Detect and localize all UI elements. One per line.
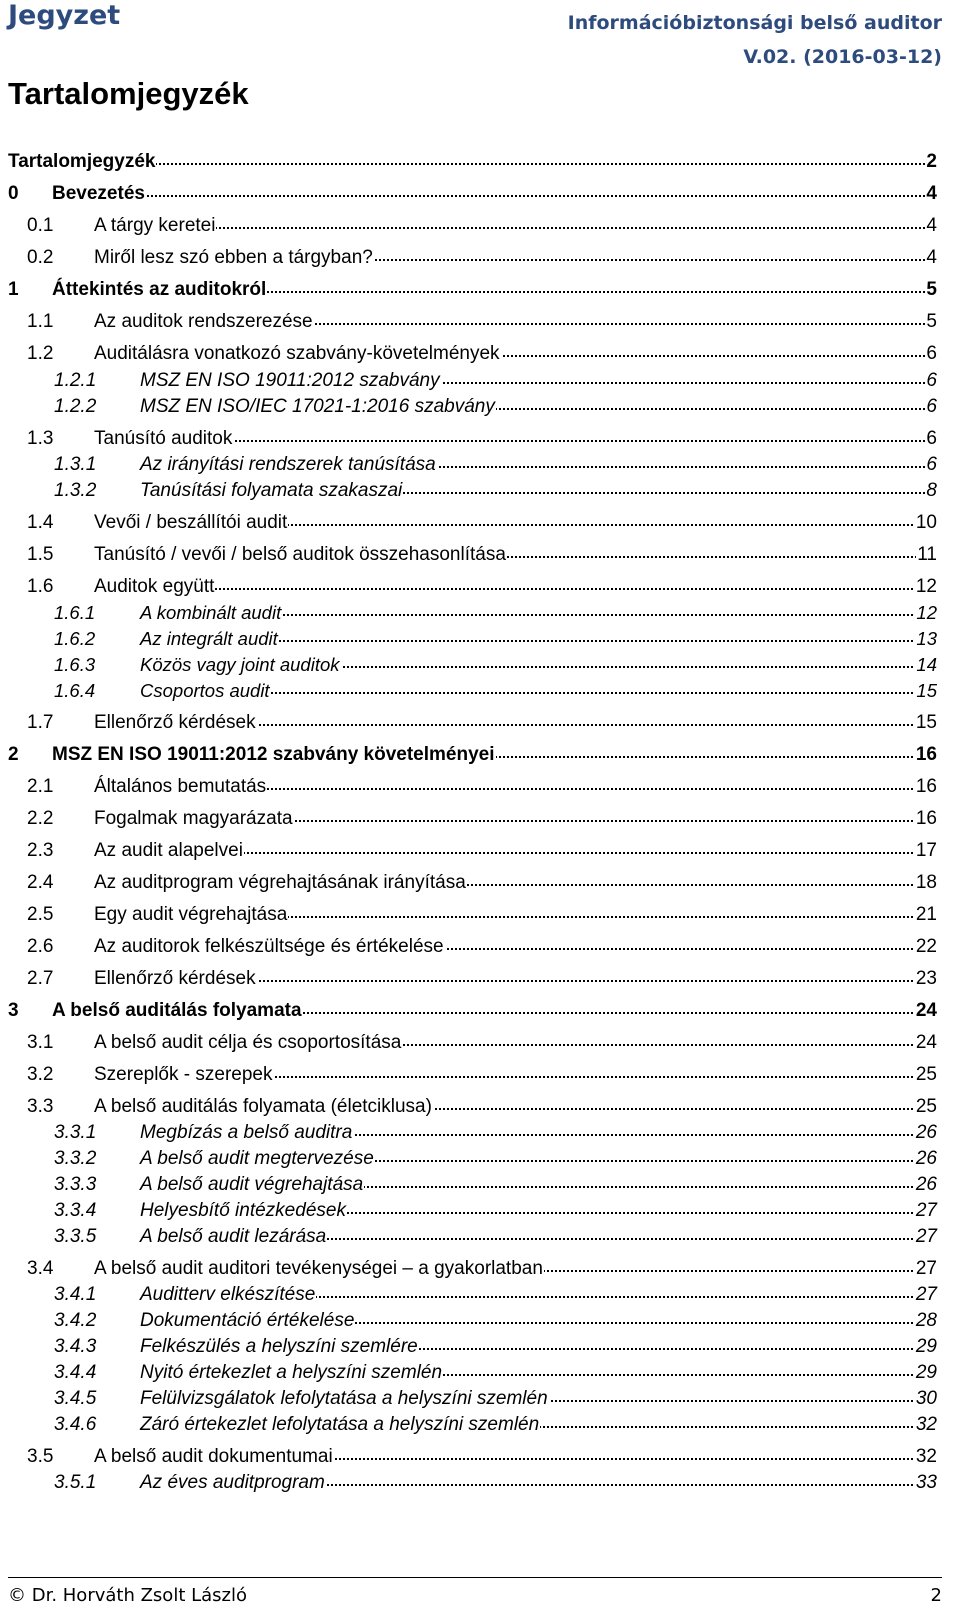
toc-entry[interactable]: [0, 182, 960, 206]
toc-entry-title: Áttekintés az auditokról: [52, 279, 267, 300]
toc-entry-number: 0.1: [27, 215, 54, 236]
toc-entry-page: 25: [915, 1096, 937, 1117]
toc-entry-page: 24: [915, 1000, 937, 1021]
toc-entry-page: 30: [915, 1388, 937, 1409]
toc-entry-title: Tanúsító / vevői / belső auditok összehasonlítása: [94, 544, 506, 565]
page-title: Tartalomjegyzék: [8, 76, 249, 111]
toc-entry-title: A belső audit célja és csoportosítása: [94, 1032, 402, 1053]
toc-entry[interactable]: [0, 601, 960, 625]
toc-entry[interactable]: [0, 310, 960, 334]
toc-entry-number: 1.6.4: [54, 680, 96, 701]
toc-entry[interactable]: [0, 903, 960, 927]
toc-entry-page: 25: [915, 1064, 937, 1085]
toc-entry-title: MSZ EN ISO 19011:2012 szabvány követelményei: [52, 744, 495, 765]
toc-entry[interactable]: [0, 1095, 960, 1119]
toc-entry[interactable]: [0, 1387, 960, 1411]
toc-entry-title: Az auditprogram végrehajtásának irányítása: [94, 872, 466, 893]
toc-entry-page: 26: [915, 1148, 937, 1169]
toc-entry-number: 1.6: [27, 576, 54, 597]
toc-entry-number: 0.2: [27, 247, 54, 268]
toc-entry-number: 1.6.3: [54, 654, 96, 675]
toc-entry-page: 6: [926, 454, 937, 475]
toc-entry[interactable]: [0, 395, 960, 419]
toc-entry[interactable]: [0, 1121, 960, 1145]
toc-entry-page: 12: [915, 576, 937, 597]
toc-entry-title: Auditálásra vonatkozó szabvány-követelmények: [94, 343, 500, 364]
toc-entry-title: Egy audit végrehajtása: [94, 904, 288, 925]
toc-entry-number: 3: [8, 1000, 19, 1021]
toc-entry-title: Általános bemutatás: [94, 776, 267, 797]
toc-entry-title: Fogalmak magyarázata: [94, 808, 293, 829]
toc-entry-page: 6: [926, 370, 937, 391]
toc-entry-number: 1.2: [27, 343, 54, 364]
toc-entry[interactable]: [0, 1309, 960, 1333]
toc-entry-page: 29: [915, 1362, 937, 1383]
toc-entry-page: 2: [926, 151, 937, 172]
toc-entry-number: 3.4: [27, 1258, 54, 1279]
toc-entry-title: Az audit alapelvei: [94, 840, 243, 861]
toc-entry-number: 1.3: [27, 428, 54, 449]
toc-entry[interactable]: [0, 627, 960, 651]
toc-entry-page: 15: [915, 712, 937, 733]
toc-entry-number: 1.5: [27, 544, 54, 565]
toc-entry-title: Nyitó értekezlet a helyszíni szemlén: [140, 1362, 443, 1383]
toc-entry-title: Megbízás a belső auditra: [140, 1122, 353, 1143]
toc-entry[interactable]: [0, 1173, 960, 1197]
toc-entry-page: 28: [915, 1310, 937, 1331]
toc-entry[interactable]: [0, 278, 960, 302]
toc-entry[interactable]: [0, 967, 960, 991]
toc-entry-number: 1.6.2: [54, 628, 96, 649]
toc-entry-number: 3.4.1: [54, 1284, 97, 1305]
toc-entry-title: Dokumentáció értékelése: [140, 1310, 355, 1331]
toc-entry-page: 27: [915, 1200, 937, 1221]
toc-entry[interactable]: [0, 775, 960, 799]
toc-entry[interactable]: [0, 369, 960, 393]
toc-entry-number: 3.5.1: [54, 1472, 97, 1493]
toc-entry-title: Az auditok rendszerezése: [94, 311, 313, 332]
toc-entry[interactable]: [0, 427, 960, 451]
toc-entry-number: 3.3.2: [54, 1148, 97, 1169]
toc-entry-title: A kombinált audit: [140, 602, 282, 623]
toc-entry-page: 17: [915, 840, 937, 861]
toc-entry[interactable]: [0, 807, 960, 831]
toc-entry-number: 1.4: [27, 512, 54, 533]
toc-entry-page: 11: [917, 544, 937, 565]
header-course-title: Információbiztonsági belső auditor: [567, 12, 942, 34]
toc-entry-page: 16: [915, 808, 937, 829]
toc-entry-title: Bevezetés: [52, 183, 145, 204]
toc-entry-number: 3.4.5: [54, 1388, 97, 1409]
toc-entry-number: 1.1: [27, 311, 54, 332]
toc-entry-number: 3.4.2: [54, 1310, 97, 1331]
toc-entry-page: 14: [916, 654, 937, 675]
toc-entry-number: 3.4.6: [54, 1414, 97, 1435]
toc-entry[interactable]: [0, 711, 960, 735]
toc-dot-leader: [94, 588, 937, 590]
toc-entry-number: 0: [8, 183, 19, 204]
toc-entry-number: 3.2: [27, 1064, 54, 1085]
toc-entry-number: 3.1: [27, 1032, 54, 1053]
toc-entry[interactable]: [0, 743, 960, 767]
toc-entry-number: 3.3.4: [54, 1200, 97, 1221]
toc-entry-title: Az integrált audit: [140, 628, 278, 649]
toc-entry[interactable]: [0, 342, 960, 366]
toc-entry-number: 3.4.3: [54, 1336, 97, 1357]
toc-entry-page: 4: [926, 183, 937, 204]
toc-entry[interactable]: [0, 871, 960, 895]
toc-entry-title: Szereplők - szerepek: [94, 1064, 273, 1085]
toc-entry-number: 2: [8, 744, 19, 765]
footer-page-number: 2: [930, 1585, 942, 1606]
toc-entry-number: 2.5: [27, 904, 54, 925]
page-footer: [8, 1585, 942, 1606]
toc-entry-title: Tartalomjegyzék: [8, 151, 156, 172]
toc-entry-page: 5: [926, 311, 937, 332]
toc-entry-page: 32: [915, 1446, 937, 1467]
toc-entry-number: 2.2: [27, 808, 54, 829]
toc-entry-number: 1.3.2: [54, 480, 97, 501]
toc-entry-page: 4: [926, 247, 937, 268]
toc-entry-page: 23: [915, 968, 937, 989]
toc-entry-page: 15: [916, 680, 937, 701]
footer-author: © Dr. Horváth Zsolt László: [8, 1585, 247, 1606]
toc-entry-page: 16: [915, 744, 937, 765]
toc-entry-number: 3.3.1: [54, 1122, 97, 1143]
toc-entry[interactable]: [0, 575, 960, 599]
toc-entry-number: 2.4: [27, 872, 54, 893]
toc-entry-number: 2.6: [27, 936, 54, 957]
toc-entry-page: 27: [915, 1258, 937, 1279]
toc-entry-number: 3.3: [27, 1096, 54, 1117]
toc-entry-title: Auditterv elkészítése: [140, 1284, 316, 1305]
toc-entry-number: 1.2.1: [54, 370, 97, 391]
toc-entry-page: 26: [915, 1174, 937, 1195]
toc-entry-title: Az éves auditprogram: [140, 1472, 325, 1493]
toc-entry[interactable]: [0, 653, 960, 677]
toc-entry[interactable]: [0, 1031, 960, 1055]
toc-dot-leader: [52, 195, 937, 197]
toc-entry-title: Ellenőrző kérdések: [94, 712, 256, 733]
toc-entry-number: 2.7: [27, 968, 54, 989]
toc-entry-number: 1: [8, 279, 19, 300]
toc-entry-page: 29: [915, 1336, 937, 1357]
toc-entry-number: 1.3.1: [54, 454, 97, 475]
toc-entry-number: 3.4.4: [54, 1362, 97, 1383]
toc-entry-title: A belső audit megtervezése: [140, 1148, 374, 1169]
toc-entry-title: MSZ EN ISO/IEC 17021-1:2016 szabvány: [140, 396, 495, 417]
toc-entry[interactable]: [0, 246, 960, 270]
toc-entry[interactable]: [0, 679, 960, 703]
toc-entry[interactable]: [0, 1335, 960, 1359]
toc-entry-page: 32: [915, 1414, 937, 1435]
toc-entry[interactable]: [0, 1283, 960, 1307]
toc-entry[interactable]: [0, 1257, 960, 1281]
toc-entry-page: 24: [915, 1032, 937, 1053]
toc-entry-page: 16: [915, 776, 937, 797]
toc-entry-number: 2.3: [27, 840, 54, 861]
toc-entry[interactable]: [0, 1063, 960, 1087]
toc-entry[interactable]: [0, 1199, 960, 1223]
toc-entry-title: Felkészülés a helyszíni szemlére: [140, 1336, 418, 1357]
toc-entry-number: 3.3.3: [54, 1174, 97, 1195]
toc-entry-page: 8: [926, 480, 937, 501]
toc-entry-number: 3.3.5: [54, 1226, 97, 1247]
header-version: V.02. (2016-03-12): [743, 46, 942, 68]
toc-entry-page: 27: [915, 1226, 937, 1247]
toc-entry-number: 3.5: [27, 1446, 54, 1467]
toc-entry-number: 2.1: [27, 776, 54, 797]
toc-entry-page: 10: [915, 512, 937, 533]
toc-dot-leader: [94, 227, 937, 229]
toc-entry[interactable]: [0, 214, 960, 238]
toc-entry[interactable]: [0, 543, 960, 567]
toc-entry-page: 18: [915, 872, 937, 893]
toc-entry-title: Ellenőrző kérdések: [94, 968, 256, 989]
toc-entry[interactable]: [0, 1445, 960, 1469]
toc-entry-number: 1.2.2: [54, 396, 97, 417]
toc-entry-page: 6: [926, 343, 937, 364]
toc-entry[interactable]: [0, 511, 960, 535]
toc-entry-title: Közös vagy joint auditok: [140, 654, 340, 675]
toc-entry-page: 5: [926, 279, 937, 300]
toc-entry-page: 6: [926, 428, 937, 449]
toc-entry-page: 6: [926, 396, 937, 417]
toc-entry-page: 21: [915, 904, 937, 925]
toc-entry-title: Tanúsítási folyamata szakaszai: [140, 480, 403, 501]
toc-entry[interactable]: [0, 1471, 960, 1495]
toc-entry-number: 1.7: [27, 712, 54, 733]
toc-entry[interactable]: [0, 999, 960, 1023]
header-doc-type: Jegyzet: [8, 0, 121, 31]
toc-entry[interactable]: [0, 1147, 960, 1171]
toc-entry-page: 27: [915, 1284, 937, 1305]
toc-entry-page: 13: [916, 628, 937, 649]
toc-entry-title: A belső audit végrehajtása: [140, 1174, 364, 1195]
toc-entry-title: A belső audit lezárása: [140, 1226, 327, 1247]
toc-entry[interactable]: [0, 1225, 960, 1249]
footer-divider: [8, 1577, 942, 1578]
toc-entry-page: 22: [915, 936, 937, 957]
toc-entry-number: 1.6.1: [54, 602, 96, 623]
toc-entry-page: 12: [916, 602, 937, 623]
toc-entry-title: Az irányítási rendszerek tanúsítása: [140, 454, 436, 475]
toc-entry-title: MSZ EN ISO 19011:2012 szabvány: [140, 370, 440, 391]
toc-entry-page: 26: [915, 1122, 937, 1143]
toc-entry[interactable]: [0, 150, 960, 174]
toc-entry-title: Csoportos audit: [140, 680, 270, 701]
toc-entry-title: Az auditorok felkészültsége és értékelése: [94, 936, 444, 957]
toc-entry[interactable]: [0, 1361, 960, 1385]
toc-entry-title: A belső audit auditori tevékenységei – a gyakorlatban: [94, 1258, 543, 1279]
toc-entry-page: 33: [915, 1472, 937, 1493]
toc-entry[interactable]: [0, 839, 960, 863]
toc-entry-title: Felülvizsgálatok lefolytatása a helyszíni szemlén: [140, 1388, 548, 1409]
toc-entry-title: A belső auditálás folyamata (életciklusa): [94, 1096, 432, 1117]
toc-entry-title: A tárgy keretei: [94, 215, 216, 236]
toc-entry-title: Záró értekezlet lefolytatása a helyszíni szemlén: [140, 1414, 540, 1435]
toc-entry[interactable]: [0, 453, 960, 477]
toc-entry-title: A belső auditálás folyamata: [52, 1000, 302, 1021]
toc-entry-title: A belső audit dokumentumai: [94, 1446, 333, 1467]
toc-entry-title: Vevői / beszállítói audit: [94, 512, 288, 533]
toc-entry[interactable]: [0, 1413, 960, 1437]
toc-entry-title: Miről lesz szó ebben a tárgyban?: [94, 247, 373, 268]
toc-entry-title: Auditok együtt: [94, 576, 215, 597]
toc-entry-title: Tanúsító auditok: [94, 428, 233, 449]
toc-entry-title: Helyesbítő intézkedések: [140, 1200, 346, 1221]
toc-entry-page: 4: [926, 215, 937, 236]
toc-entry[interactable]: [0, 479, 960, 503]
toc-entry[interactable]: [0, 935, 960, 959]
